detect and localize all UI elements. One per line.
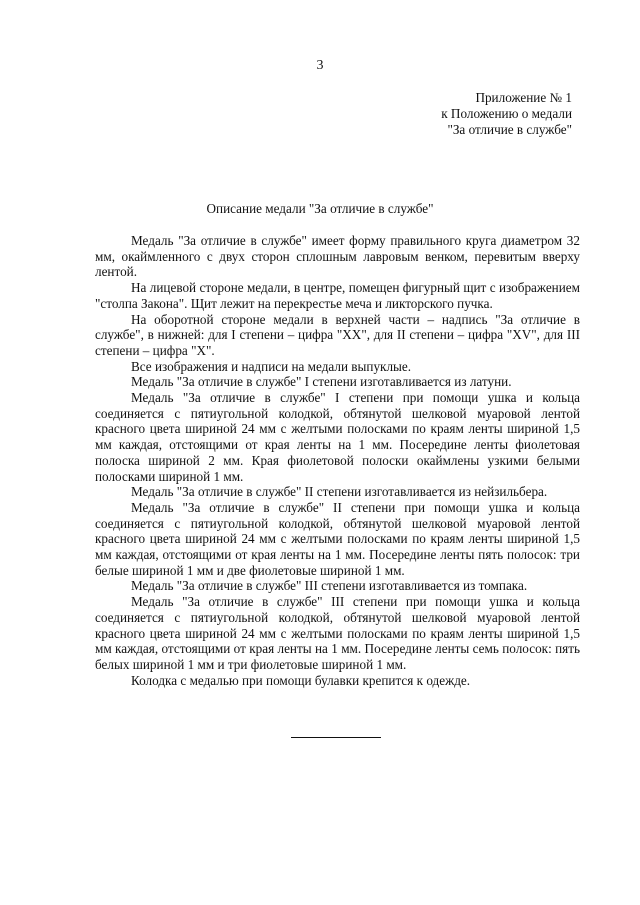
appendix-line-2: к Положению о медали [441,105,572,121]
paragraph: Колодка с медалью при помощи булавки крепится к одежде. [131,672,471,688]
paragraph: Медаль "За отличие в службе" II степени при помощи ушка и кольца соединяется с пятиугольной колодкой, обтянутой шелковой муаровой лентой красного цвета шириной 24 мм с желтыми полосками по краям ленты шириной 1,5 мм каждая, отстоящими от края ленты на 1 мм. Посередине ленты пять полосок: три белые шириной 1 мм и две фиолетовые шириной 1 мм. [95,499,580,578]
paragraph: Медаль "За отличие в службе" III степени при помощи ушка и кольца соединяется с пятиугольной колодкой, обтянутой шелковой муаровой лентой красного цвета шириной 24 мм с желтыми полосками по краям ленты шириной 1,5 мм каждая, отстоящими от края ленты на 1 мм. Посередине ленты семь полосок: пять белых шириной 1 мм и три фиолетовые шириной 1 мм. [95,594,580,672]
paragraph: Медаль "За отличие в службе" I степени изготавливается из латуни. [131,374,512,390]
appendix-line-1: Приложение № 1 [475,90,572,105]
paragraph: Медаль "За отличие в службе" I степени при помощи ушка и кольца соединяется с пятиугольной колодкой, обтянутой шелковой муаровой лентой красного цвета шириной 24 мм с желтыми полосками по краям ленты шириной 1,5 мм каждая, отстоящими от края ленты на 1 мм. Посередине ленты фиолетовая полоска шириной 2 мм. Края фиолетовой полоски окаймлены узкими белыми полосками шириной 1 мм. [95,390,580,484]
paragraph: Все изображения и надписи на медали выпуклые. [131,358,412,374]
paragraph: Медаль "За отличие в службе" III степени изготавливается из томпака. [131,578,528,594]
appendix-header [400,90,572,137]
paragraph: Медаль "За отличие в службе" II степени изготавливается из нейзильбера. [131,484,548,500]
paragraph: На оборотной стороне медали в верхней части – надпись "За отличие в службе", в нижней: для I степени – цифра "XX", для II степени – цифра "XV", для III степени – цифра "X". [95,311,580,358]
appendix-line-3: "За отличие в службе" [447,121,572,137]
page-number: 3 [316,58,324,73]
closing-divider [291,737,381,738]
document-title: Описание медали "За отличие в службе" [206,201,434,216]
paragraph: На лицевой стороне медали, в центре, помещен фигурный щит с изображением "столпа Закона". Щит лежит на перекрестье меча и ликторского пучка. [95,280,580,311]
paragraph: Медаль "За отличие в службе" имеет форму правильного круга диаметром 32 мм, окаймленного с двух сторон сплошным лавровым венком, перевитым вверху лентой. [95,233,580,280]
document-body [95,233,580,688]
